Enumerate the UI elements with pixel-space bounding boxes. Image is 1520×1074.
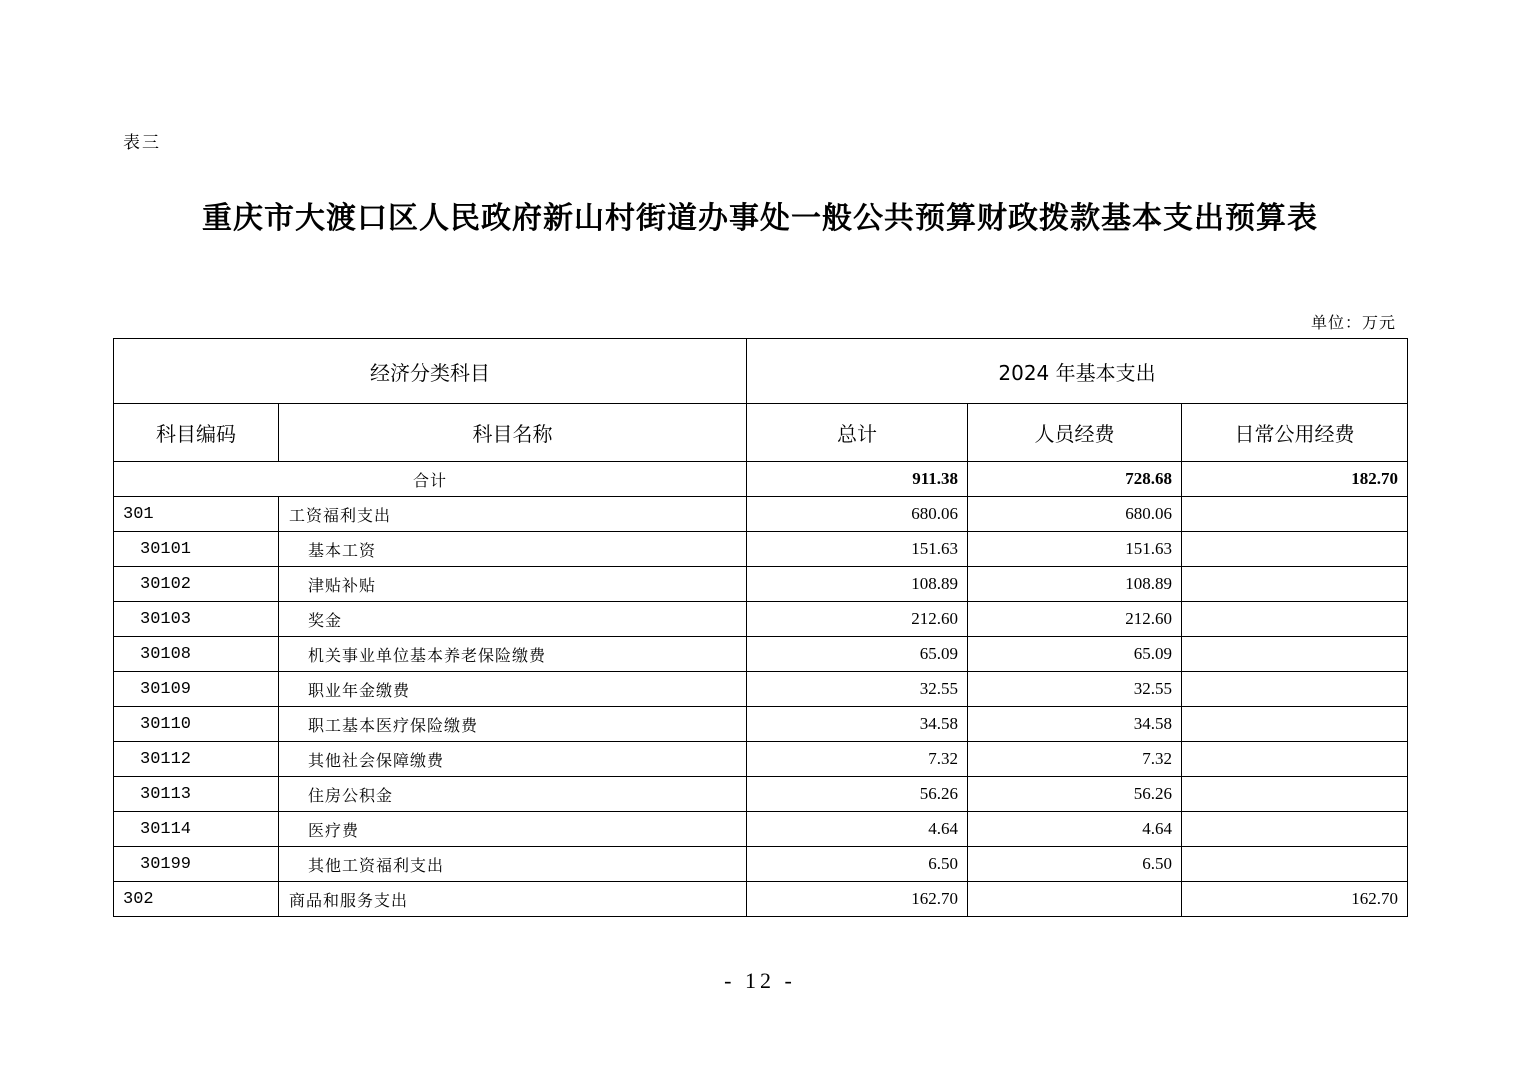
total-cell: 212.60	[747, 602, 968, 637]
header-group-basic-expenditure: 2024 年基本支出	[747, 339, 1408, 404]
table-row	[114, 777, 1408, 812]
public-cell	[1182, 672, 1408, 707]
subject-name-cell: 工资福利支出	[279, 497, 747, 532]
public-cell	[1182, 847, 1408, 882]
unit-label: 单位：万元	[1310, 313, 1396, 332]
personnel-cell: 34.58	[968, 707, 1182, 742]
total-public: 182.70	[1182, 462, 1408, 497]
subject-name-cell: 基本工资	[279, 532, 747, 567]
personnel-cell: 4.64	[968, 812, 1182, 847]
header-personnel-expenses: 人员经费	[968, 404, 1182, 462]
page-title: 重庆市大渡口区人民政府新山村街道办事处一般公共预算财政拨款基本支出预算表	[202, 201, 1318, 236]
public-cell	[1182, 602, 1408, 637]
total-cell: 162.70	[747, 882, 968, 917]
subject-code-cell: 30101	[114, 532, 279, 567]
subject-code-cell: 30112	[114, 742, 279, 777]
subject-code-cell: 30102	[114, 567, 279, 602]
total-personnel: 728.68	[968, 462, 1182, 497]
subject-name-cell: 职工基本医疗保险缴费	[279, 707, 747, 742]
subject-name-cell: 其他工资福利支出	[279, 847, 747, 882]
subject-code-cell: 30113	[114, 777, 279, 812]
total-cell: 4.64	[747, 812, 968, 847]
total-sum: 911.38	[747, 462, 968, 497]
subject-name-cell: 奖金	[279, 602, 747, 637]
public-cell: 162.70	[1182, 882, 1408, 917]
public-cell	[1182, 812, 1408, 847]
table-row	[114, 847, 1408, 882]
table-row	[114, 637, 1408, 672]
personnel-cell: 6.50	[968, 847, 1182, 882]
page-number: - 12 -	[724, 968, 796, 993]
subject-name-cell: 职业年金缴费	[279, 672, 747, 707]
personnel-cell: 32.55	[968, 672, 1182, 707]
table-row	[114, 742, 1408, 777]
total-cell: 151.63	[747, 532, 968, 567]
total-label: 合计	[114, 462, 747, 497]
total-cell: 6.50	[747, 847, 968, 882]
table-row	[114, 497, 1408, 532]
personnel-cell: 108.89	[968, 567, 1182, 602]
header-row-group	[114, 339, 1408, 404]
total-cell: 7.32	[747, 742, 968, 777]
subject-name-cell: 津贴补贴	[279, 567, 747, 602]
total-cell: 56.26	[747, 777, 968, 812]
subject-name-cell: 机关事业单位基本养老保险缴费	[279, 637, 747, 672]
personnel-cell: 65.09	[968, 637, 1182, 672]
table-row	[114, 567, 1408, 602]
public-cell	[1182, 707, 1408, 742]
total-cell: 32.55	[747, 672, 968, 707]
header-row-columns	[114, 404, 1408, 462]
personnel-cell: 212.60	[968, 602, 1182, 637]
subject-code-cell: 30110	[114, 707, 279, 742]
table-row	[114, 812, 1408, 847]
header-public-expenses: 日常公用经费	[1182, 404, 1408, 462]
budget-table	[113, 338, 1408, 917]
subject-name-cell: 住房公积金	[279, 777, 747, 812]
public-cell	[1182, 532, 1408, 567]
public-cell	[1182, 567, 1408, 602]
public-cell	[1182, 777, 1408, 812]
subject-name-cell: 其他社会保障缴费	[279, 742, 747, 777]
total-cell: 65.09	[747, 637, 968, 672]
total-cell: 34.58	[747, 707, 968, 742]
header-total: 总计	[747, 404, 968, 462]
personnel-cell: 680.06	[968, 497, 1182, 532]
table-row	[114, 672, 1408, 707]
subject-name-cell: 医疗费	[279, 812, 747, 847]
personnel-cell: 56.26	[968, 777, 1182, 812]
table-row	[114, 602, 1408, 637]
subject-code-cell: 30108	[114, 637, 279, 672]
header-subject-code: 科目编码	[114, 404, 279, 462]
table-row	[114, 707, 1408, 742]
subject-name-cell: 商品和服务支出	[279, 882, 747, 917]
table-label: 表三	[123, 133, 161, 153]
subject-code-cell: 30199	[114, 847, 279, 882]
personnel-cell	[968, 882, 1182, 917]
personnel-cell: 7.32	[968, 742, 1182, 777]
header-group-economic-classification: 经济分类科目	[114, 339, 747, 404]
header-subject-name: 科目名称	[279, 404, 747, 462]
personnel-cell: 151.63	[968, 532, 1182, 567]
budget-table-body	[114, 339, 1408, 917]
subject-code-cell: 30114	[114, 812, 279, 847]
total-cell: 108.89	[747, 567, 968, 602]
subject-code-cell: 301	[114, 497, 279, 532]
subject-code-cell: 30109	[114, 672, 279, 707]
total-row	[114, 462, 1408, 497]
subject-code-cell: 302	[114, 882, 279, 917]
public-cell	[1182, 637, 1408, 672]
public-cell	[1182, 497, 1408, 532]
subject-code-cell: 30103	[114, 602, 279, 637]
public-cell	[1182, 742, 1408, 777]
table-row	[114, 882, 1408, 917]
total-cell: 680.06	[747, 497, 968, 532]
table-row	[114, 532, 1408, 567]
